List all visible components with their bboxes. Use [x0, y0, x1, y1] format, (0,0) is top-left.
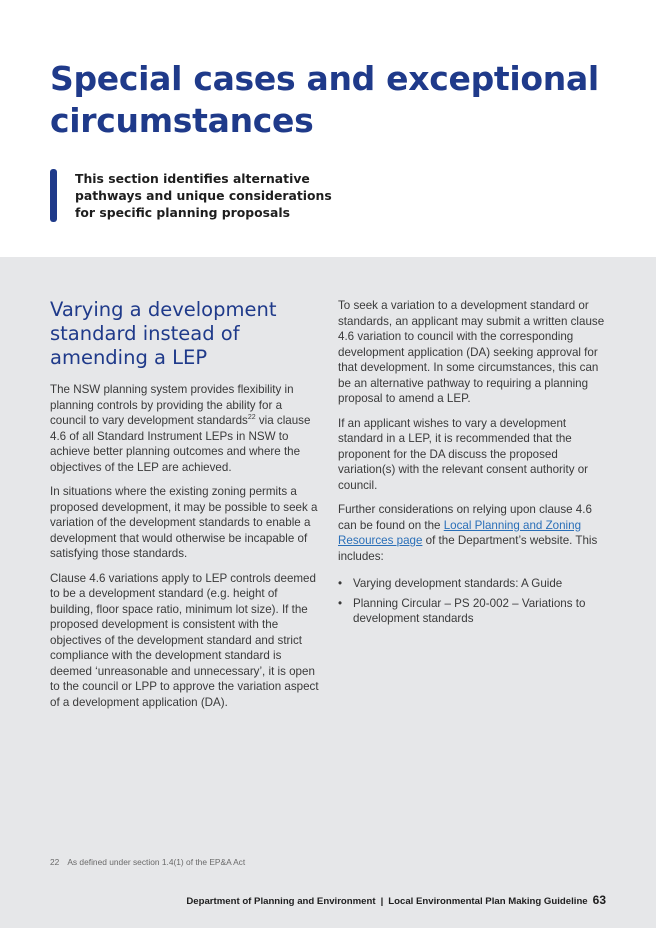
footnote-number: 22 — [50, 857, 60, 867]
right-column — [338, 298, 613, 631]
left-column — [50, 298, 320, 719]
title-section — [0, 0, 656, 257]
footnote-ref: 22 — [247, 414, 256, 422]
footnote — [50, 857, 245, 867]
left-paragraph-2: In situations where the existing zoning permits a proposed development, it may be possible to seek a variation of the development standards to enable a development that would otherwise be incapable of satisfying those standards. — [50, 485, 318, 560]
right-paragraph-3-text-b: of the Department’s website. This includes: — [338, 534, 598, 563]
footer-department: Department of Planning and Environment — [186, 896, 376, 907]
left-paragraph-3: Clause 4.6 variations apply to LEP controls deemed to be a development standard (e.g. height of building, floor space ratio, minimum lot size). If the proposed development is consistent with the objectives of the development standard and strict compliance with the development standard is deemed ‘unreasonable and unnecessary’, it is open to the council or LPP to approve the variation aspect of a development application (DA). — [50, 571, 319, 709]
footnote-text: As defined under section 1.4(1) of the EP&A Act — [67, 857, 246, 867]
list-item: • Planning Circular – PS 20-002 – Variations to development standards — [338, 596, 613, 627]
list-item: • Varying development standards: A Guide — [338, 576, 613, 592]
footer-document-title: Local Environmental Plan Making Guideline — [388, 896, 588, 907]
footer-separator: | — [380, 896, 384, 907]
right-paragraph-2: If an applicant wishes to vary a development standard in a LEP, it is recommended that the proponent for the DA discuss the proposed variation(s) with the relevant consent authority or council. — [338, 416, 589, 492]
left-paragraph-1-text-a: The NSW planning system provides flexibility in planning controls by providing the ability for a council to vary development standards — [50, 383, 294, 427]
local-planning-resources-link[interactable]: Local Planning and Zoning Resources page — [338, 518, 582, 547]
left-paragraph-1-text-b: via clause 4.6 of all Standard Instrument LEPs in NSW to achieve better planning outcomes and where the objectives of the LEP are achieved. — [50, 414, 311, 474]
section-intro: This section identifies alternative pathways and unique considerations for specific planning proposals — [75, 171, 332, 220]
page-footer — [186, 893, 606, 907]
right-paragraph-1: To seek a variation to a development standard or standards, an applicant may submit a written clause 4.6 variation to council with the corresponding development application (DA) seeking approval for that development. In some circumstances, this can be an alternative pathway to requiring a planning proposal to amend a LEP. — [338, 299, 605, 405]
intro-accent-bar — [50, 169, 57, 222]
left-paragraph-1 — [50, 382, 320, 475]
right-paragraph-3 — [338, 502, 613, 564]
page-title: Special cases and exceptional circumstances — [50, 59, 599, 140]
right-paragraph-3-text-a: Further considerations on relying upon clause 4.6 can be found on the — [338, 503, 592, 532]
resource-list — [338, 576, 613, 627]
page-number: 63 — [592, 893, 606, 907]
section-heading: Varying a development standard instead of amending a LEP — [50, 298, 277, 369]
